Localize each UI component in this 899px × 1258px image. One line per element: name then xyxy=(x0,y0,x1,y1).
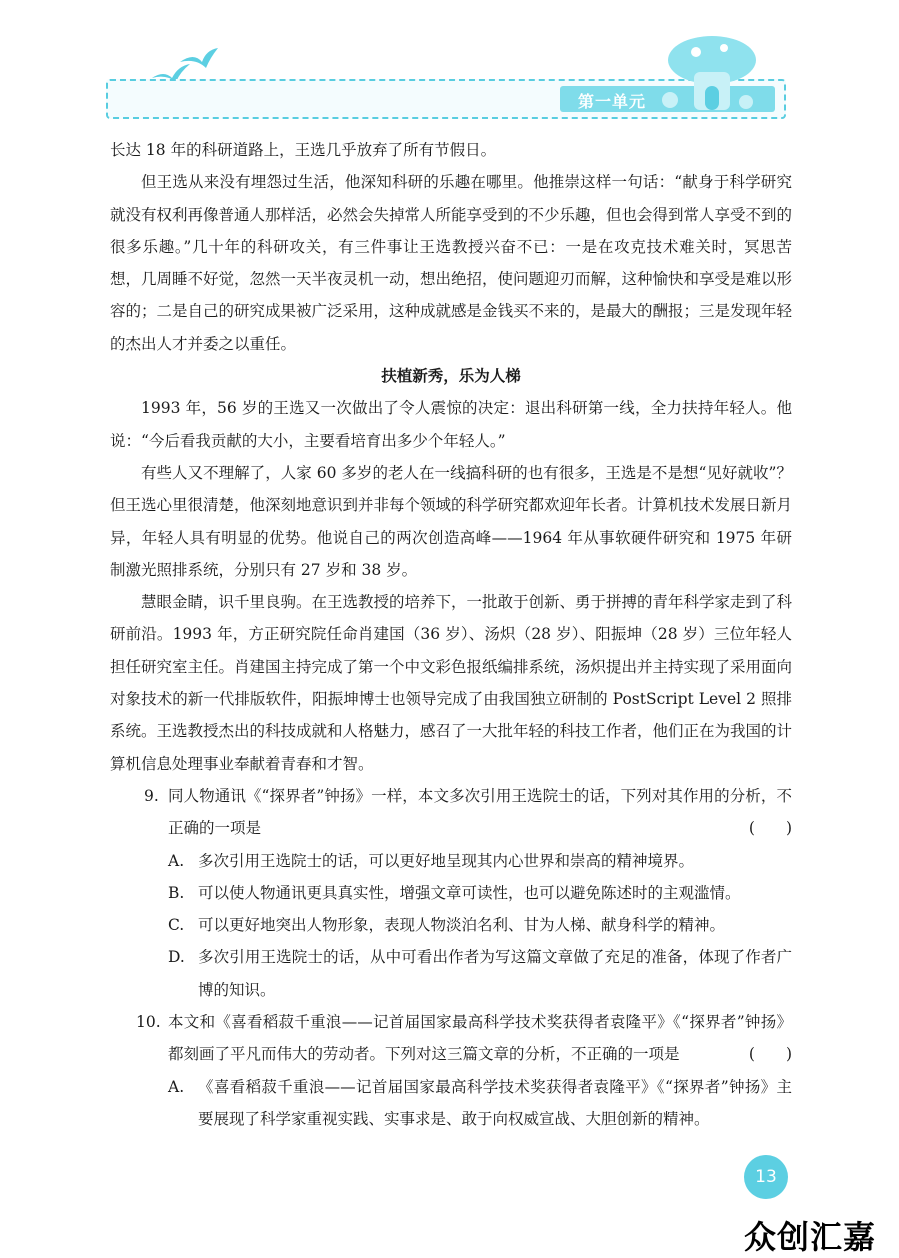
option-a xyxy=(110,845,792,877)
page-header xyxy=(0,0,899,130)
article-body xyxy=(110,134,792,1135)
question-10 xyxy=(110,1006,792,1071)
option-letter: B. xyxy=(168,883,185,902)
paragraph: 慧眼金睛，识千里良驹。在王选教授的培养下，一批敢于创新、勇于拼搏的青年科学家走到了科研前沿。1993 年，方正研究院任命肖建国（36 岁）、汤炽（28 岁）、阳振坤（28 岁）三位年轻人担任研究室主任。肖建国主持完成了第一个中文彩色报纸编排系统，汤炽提出并主持实现了采用面向对象技术的新一代排版软件，阳振坤博士也领导完成了由我国独立研制的 PostScript Level 2 照排系统。王选教授杰出的科技成就和人格魅力，感召了一大批年轻的科技工作者，他们正在为我国的计算机信息处理事业奉献着青春和才智。 xyxy=(110,593,793,773)
paragraph: 1993 年，56 岁的王选又一次做出了令人震惊的决定：退出科研第一线，全力扶持年轻人。他说：“今后看我贡献的大小，主要看培育出多少个年轻人。” xyxy=(110,399,792,450)
answer-bracket[interactable]: ( ) xyxy=(748,1045,792,1064)
option-text: 多次引用王选院士的话，从中可看出作者为写这篇文章做了充足的准备，体现了作者广博的知识。 xyxy=(198,948,792,999)
option-letter: A. xyxy=(168,851,185,870)
question-number: 9. xyxy=(144,786,159,805)
question-9 xyxy=(110,780,792,845)
option-text: 可以使人物通讯更具真实性，增强文章可读性，也可以避免陈述时的主观滥情。 xyxy=(198,883,741,902)
option-text: 可以更好地突出人物形象，表现人物淡泊名利、甘为人梯、献身科学的精神。 xyxy=(198,916,726,935)
option-a xyxy=(110,1071,792,1136)
option-text: 多次引用王选院士的话，可以更好地呈现其内心世界和崇高的精神境界。 xyxy=(198,851,695,870)
paragraph: 长达 18 年的科研道路上，王选几乎放弃了所有节假日。 xyxy=(110,141,497,159)
option-text: 《喜看稻菽千重浪——记首届国家最高科学技术奖获得者袁隆平》《“探界者”钟扬》主要展现了科学家重视实践、实事求是、敢于向权威宣战、大胆创新的精神。 xyxy=(198,1077,792,1128)
option-letter: D. xyxy=(168,948,185,967)
question-stem: 本文和《喜看稻菽千重浪——记首届国家最高科学技术奖获得者袁隆平》《“探界者”钟扬》都刻画了平凡而伟大的劳动者。下列对这三篇文章的分析，不正确的一项是 xyxy=(168,1013,792,1064)
option-letter: C. xyxy=(168,916,185,935)
option-c xyxy=(110,909,792,941)
question-number: 10. xyxy=(136,1013,161,1032)
paragraph: 但王选从来没有埋怨过生活，他深知科研的乐趣在哪里。他推崇这样一句话：“献身于科学研究就没有权利再像普通人那样活，必然会失掉常人所能享受到的不少乐趣，但也会得到常人享受不到的很多乐趣。”几十年的科研攻关，有三件事让王选教授兴奋不已：一是在攻克技术难关时，冥思苦想，几周睡不好觉，忽然一天半夜灵机一动，想出绝招，使问题迎刃而解，这种愉快和享受是难以形容的；二是自己的研究成果被广泛采用，这种成就感是金钱买不来的，是最大的酬报；三是发现年轻的杰出人才并委之以重任。 xyxy=(110,173,793,353)
option-b xyxy=(110,877,792,909)
option-letter: A. xyxy=(168,1077,185,1096)
page-number: 13 xyxy=(744,1155,788,1199)
watermark: 众创汇嘉 xyxy=(744,1218,877,1256)
answer-bracket[interactable]: ( ) xyxy=(748,819,792,838)
question-stem: 同人物通讯《“探界者”钟扬》一样，本文多次引用王选院士的话，下列对其作用的分析，不正确的一项是 xyxy=(168,786,792,838)
section-heading: 扶植新秀，乐为人梯 xyxy=(381,367,521,386)
option-d xyxy=(110,941,792,1006)
unit-title: 第一单元 xyxy=(578,92,647,111)
mushroom-house-icon xyxy=(650,30,760,115)
paragraph: 有些人又不理解了，人家 60 多岁的老人在一线搞科研的也有很多，王选是不是想“见好就收”？但王选心里很清楚，他深刻地意识到并非每个领域的科学研究都欢迎年长者。计算机技术发展日新月异，年轻人具有明显的优势。他说自己的两次创造高峰——1964 年从事软硬件研究和 1975 年研制激光照排系统，分别只有 27 岁和 38 岁。 xyxy=(110,463,793,579)
